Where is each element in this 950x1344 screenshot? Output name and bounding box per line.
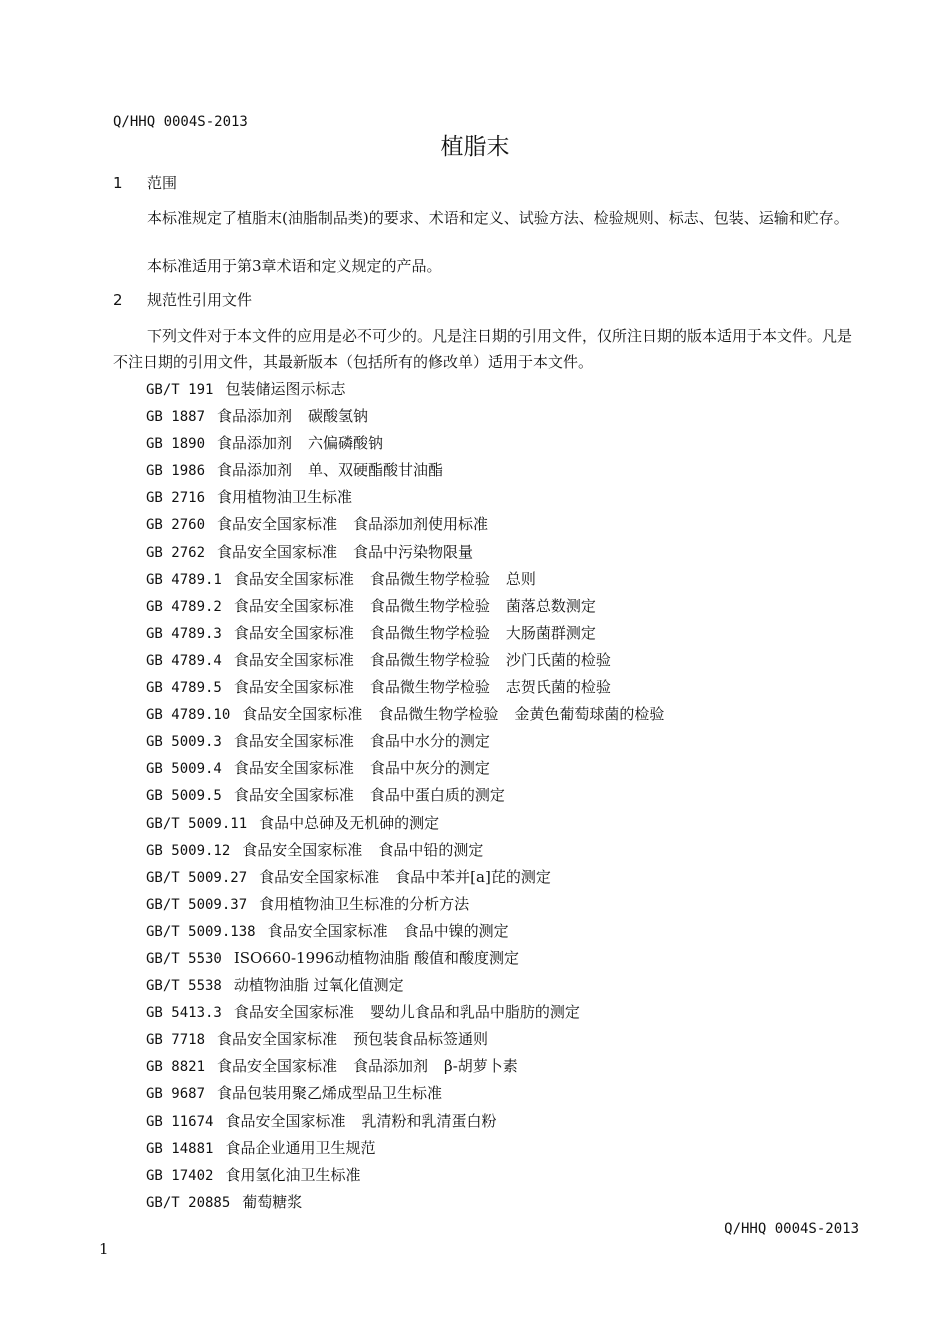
reference-code: GB 1890 — [146, 436, 206, 453]
reference-title: 食品添加剂 — [217, 407, 293, 426]
reference-title: 食用植物油卫生标准 — [217, 488, 353, 507]
reference-title: 食品微生物学检验 — [369, 650, 490, 669]
reference-code: GB 7718 — [146, 1032, 206, 1049]
reference-title: 动植物油脂 过氧化值测定 — [233, 976, 404, 995]
reference-title: 食品中总砷及无机砷的测定 — [259, 813, 440, 832]
reference-item — [146, 674, 680, 701]
reference-item — [146, 999, 680, 1026]
reference-title: 食品添加剂 — [353, 1057, 429, 1076]
reference-item — [146, 376, 680, 403]
reference-title: 食品中灰分的测定 — [369, 759, 490, 778]
reference-title: β-胡萝卜素 — [444, 1057, 518, 1076]
reference-title: 食品微生物学检验 — [369, 623, 490, 642]
reference-title: 食品安全国家标准 — [242, 705, 363, 724]
reference-title: 食品企业通用卫生规范 — [225, 1138, 376, 1157]
reference-title: 食品安全国家标准 — [242, 840, 363, 859]
section-1-heading — [113, 172, 177, 193]
reference-title: 食品安全国家标准 — [217, 1030, 338, 1049]
reference-code: GB/T 191 — [146, 382, 214, 398]
reference-item — [146, 484, 680, 511]
reference-code: GB 4789.5 — [146, 680, 222, 697]
reference-item — [146, 1053, 680, 1080]
reference-title: 乳清粉和乳清蛋白粉 — [361, 1111, 497, 1130]
reference-item — [146, 755, 680, 782]
reference-title: 食品安全国家标准 — [233, 596, 354, 615]
reference-item — [146, 918, 680, 945]
reference-code: GB 5009.5 — [146, 788, 222, 805]
reference-code: GB 5009.3 — [146, 734, 222, 751]
reference-title: 预包装食品标签通则 — [353, 1030, 489, 1049]
scope-paragraph-1: 本标准规定了植脂末(油脂制品类)的要求、术语和定义、试验方法、检验规则、标志、包装、运输和贮存。 — [147, 209, 849, 227]
header-doc-code: Q/HHQ 0004S-2013 — [113, 114, 248, 130]
reference-code: GB 5009.12 — [146, 842, 231, 859]
reference-code: GB/T 5530 — [146, 950, 222, 967]
reference-item — [146, 891, 680, 918]
reference-title: 食用氢化油卫生标准 — [225, 1165, 361, 1184]
reference-item — [146, 457, 680, 484]
reference-code: GB/T 5009.138 — [146, 923, 256, 940]
reference-item — [146, 1162, 680, 1189]
reference-title: 食品微生物学检验 — [369, 678, 490, 697]
reference-title: 食品安全国家标准 — [233, 650, 354, 669]
section-title: 规范性引用文件 — [147, 291, 253, 309]
reference-title: 食品中苯并[a]芘的测定 — [395, 867, 551, 886]
reference-title: 食品添加剂 — [217, 461, 293, 480]
reference-title: 碳酸氢钠 — [308, 407, 369, 426]
reference-item — [146, 593, 680, 620]
reference-title: 大肠菌群测定 — [505, 623, 596, 642]
reference-item — [146, 782, 680, 809]
reference-title: 食品安全国家标准 — [267, 921, 388, 940]
reference-title: 食品安全国家标准 — [233, 1003, 354, 1022]
reference-code: GB 5413.3 — [146, 1005, 222, 1022]
reference-code: GB 2716 — [146, 490, 206, 507]
reference-item — [146, 539, 680, 566]
reference-title: 葡萄糖浆 — [242, 1192, 303, 1211]
reference-item — [146, 647, 680, 674]
reference-title: 食品添加剂 — [217, 434, 293, 453]
reference-item — [146, 701, 680, 728]
reference-title: 金黄色葡萄球菌的检验 — [514, 705, 665, 724]
footer-doc-code: Q/HHQ 0004S-2013 — [724, 1221, 859, 1237]
reference-item — [146, 728, 680, 755]
scope-paragraph-2: 本标准适用于第3章术语和定义规定的产品。 — [147, 257, 442, 275]
reference-item — [146, 1026, 680, 1053]
section-2-heading — [113, 289, 252, 310]
section-number: 1 — [113, 174, 123, 192]
document-title: 植脂末 — [440, 134, 510, 160]
reference-title: 食品安全国家标准 — [225, 1111, 346, 1130]
reference-title: 食品安全国家标准 — [233, 678, 354, 697]
reference-title: 食品安全国家标准 — [217, 1057, 338, 1076]
reference-title: 食品安全国家标准 — [233, 569, 354, 588]
reference-title: 食品安全国家标准 — [259, 867, 380, 886]
reference-title: 菌落总数测定 — [505, 596, 596, 615]
reference-item — [146, 566, 680, 593]
reference-code: GB 2760 — [146, 517, 206, 534]
reference-title: 志贺氏菌的检验 — [505, 678, 611, 697]
reference-title: 食品安全国家标准 — [233, 623, 354, 642]
reference-item — [146, 620, 680, 647]
reference-code: GB 11674 — [146, 1113, 214, 1130]
reference-code: GB 5009.4 — [146, 761, 222, 778]
reference-title: 食品中铅的测定 — [378, 840, 484, 859]
reference-title: 食品安全国家标准 — [233, 759, 354, 778]
section-number: 2 — [113, 291, 123, 309]
reference-code: GB 17402 — [146, 1167, 214, 1184]
reference-title: 包装储运图示标志 — [225, 380, 346, 398]
reference-title: 食品中蛋白质的测定 — [369, 786, 505, 805]
reference-item — [146, 1080, 680, 1107]
reference-title: 总则 — [505, 569, 536, 588]
reference-title: 沙门氏菌的检验 — [505, 650, 611, 669]
reference-item — [146, 1108, 680, 1135]
reference-title: 食品安全国家标准 — [217, 542, 338, 561]
page-number: 1 — [99, 1240, 109, 1258]
reference-item — [146, 403, 680, 430]
reference-item — [146, 1135, 680, 1162]
reference-item — [146, 430, 680, 457]
reference-code: GB/T 5009.27 — [146, 869, 248, 886]
reference-title: 食品安全国家标准 — [217, 515, 338, 534]
reference-code: GB 14881 — [146, 1140, 214, 1157]
reference-title: 食品包装用聚乙烯成型品卫生标准 — [217, 1084, 443, 1103]
reference-item — [146, 945, 680, 972]
reference-code: GB 4789.3 — [146, 625, 222, 642]
reference-code: GB 2762 — [146, 544, 206, 561]
reference-title: ISO660-1996动植物油脂 酸值和酸度测定 — [233, 948, 519, 967]
reference-title: 单、双硬酯酸甘油酯 — [308, 461, 444, 480]
reference-title: 食品添加剂使用标准 — [353, 515, 489, 534]
reference-title: 食品微生物学检验 — [369, 596, 490, 615]
reference-title: 食品中水分的测定 — [369, 732, 490, 751]
reference-title: 六偏磷酸钠 — [308, 434, 384, 453]
reference-item — [146, 864, 680, 891]
reference-code: GB/T 5538 — [146, 978, 222, 995]
reference-code: GB/T 20885 — [146, 1194, 231, 1211]
reference-code: GB 9687 — [146, 1086, 206, 1103]
reference-item — [146, 837, 680, 864]
reference-code: GB 1887 — [146, 409, 206, 426]
reference-code: GB/T 5009.11 — [146, 815, 248, 832]
reference-title: 婴幼儿食品和乳品中脂肪的测定 — [369, 1003, 580, 1022]
reference-code: GB 4789.2 — [146, 598, 222, 615]
reference-title: 食用植物油卫生标准的分析方法 — [259, 894, 470, 913]
references-intro: 下列文件对于本文件的应用是必不可少的。凡是注日期的引用文件，仅所注日期的版本适用于本文件。凡是不注日期的引用文件，其最新版本（包括所有的修改单）适用于本文件。 — [113, 327, 853, 371]
reference-code: GB 1986 — [146, 463, 206, 480]
reference-title: 食品安全国家标准 — [233, 786, 354, 805]
section-title: 范围 — [147, 174, 178, 192]
reference-code: GB 4789.4 — [146, 652, 222, 669]
reference-title: 食品安全国家标准 — [233, 732, 354, 751]
reference-code: GB 8821 — [146, 1059, 206, 1076]
reference-item — [146, 1189, 680, 1216]
reference-title: 食品微生物学检验 — [369, 569, 490, 588]
reference-code: GB/T 5009.37 — [146, 896, 248, 913]
reference-title: 食品中镍的测定 — [403, 921, 509, 940]
reference-code: GB 4789.1 — [146, 571, 222, 588]
reference-title: 食品中污染物限量 — [353, 542, 474, 561]
reference-code: GB 4789.10 — [146, 707, 231, 724]
reference-list — [146, 376, 680, 1216]
reference-item — [146, 810, 680, 837]
reference-item — [146, 511, 680, 538]
reference-title: 食品微生物学检验 — [378, 705, 499, 724]
reference-item — [146, 972, 680, 999]
